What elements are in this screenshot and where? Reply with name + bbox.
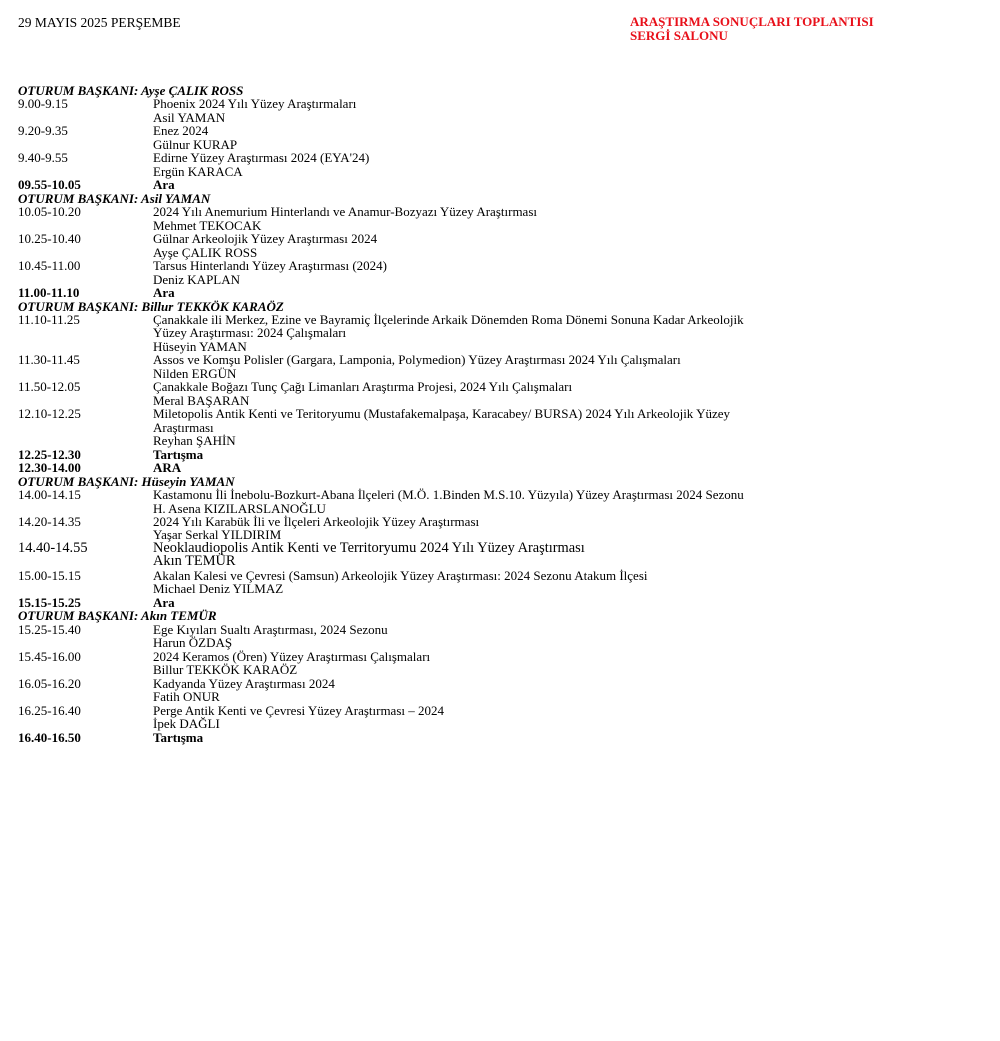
talk-title: Ege Kıyıları Sualtı Araştırması, 2024 Sezonu [153,621,388,637]
talk-detail: Deniz KAPLAN [153,271,241,287]
talk-detail: Michael Deniz YILMAZ [153,581,284,597]
talk-row [18,151,958,164]
time-slot: 15.45-16.00 [18,648,81,664]
talk-row [18,569,958,582]
break-label: ARA [153,460,182,476]
talk-title: Akalan Kalesi ve Çevresi (Samsun) Arkeolojik Yüzey Araştırması: 2024 Sezonu Atakum İlçesi [153,567,648,583]
talk-continuation-row [18,326,958,339]
talk-detail: İpek DAĞLI [153,716,220,732]
time-slot: 12.25-12.30 [18,446,81,462]
session-chair-heading: OTURUM BAŞKANI: Billur TEKKÖK KARAÖZ [18,298,284,314]
talk-detail: H. Asena KIZILARSLANOĞLU [153,500,326,516]
time-slot: 16.40-16.50 [18,729,81,745]
talk-row [18,232,958,245]
break-label: Ara [153,285,175,301]
break-row [18,461,958,474]
break-label: Ara [153,594,175,610]
time-slot: 10.25-10.40 [18,231,81,247]
talk-continuation-row [18,636,958,649]
meeting-title: ARAŞTIRMA SONUÇLARI TOPLANTISI [630,14,874,29]
time-slot: 11.00-11.10 [18,285,80,301]
talk-row [18,259,958,272]
talk-row [18,488,958,501]
talk-title: Gülnar Arkeolojik Yüzey Araştırması 2024 [153,231,378,247]
talk-detail: Fatih ONUR [153,689,220,705]
talk-continuation-row [18,219,958,232]
talk-continuation-row [18,394,958,407]
talk-continuation-row [18,502,958,515]
session-chair-heading: OTURUM BAŞKANI: Akın TEMÜR [18,608,217,624]
talk-detail: Gülnur KURAP [153,136,238,152]
time-slot: 12.30-14.00 [18,460,81,476]
time-slot: 12.10-12.25 [18,406,81,422]
time-slot: 14.40-14.55 [18,539,88,556]
talk-title: Tarsus Hinterlandı Yüzey Araştırması (2024) [153,258,387,274]
break-row [18,178,958,191]
talk-detail: Mehmet TEKOCAK [153,217,262,233]
talk-continuation-row [18,111,958,124]
page-header [18,15,970,55]
time-slot: 15.00-15.15 [18,567,81,583]
talk-continuation-row [18,582,958,595]
talk-row [18,650,958,663]
talk-title: Enez 2024 [153,123,209,139]
talk-continuation-row [18,246,958,259]
talk-continuation-row [18,138,958,151]
talk-title: 2024 Keramos (Ören) Yüzey Araştırması Çalışmaları [153,648,431,664]
talk-detail: Hüseyin YAMAN [153,338,247,354]
talk-row [18,353,958,366]
talk-title: Kastamonu İli İnebolu-Bozkurt-Abana İlçeleri (M.Ö. 1.Binden M.S.10. Yüzyıla) Yüzey Araştırması 2024 Sezonu [153,487,744,503]
talk-detail: Nilden ERGÜN [153,365,237,381]
talk-row [18,623,958,636]
talk-row [18,704,958,717]
break-label: Ara [153,177,175,193]
schedule [18,84,958,744]
venue-name: SERGİ SALONU [630,28,728,43]
talk-continuation-row [18,434,958,447]
talk-row [18,515,958,528]
time-slot: 11.30-11.45 [18,352,80,368]
session-chair-heading: OTURUM BAŞKANI: Hüseyin YAMAN [18,473,235,489]
talk-continuation-row [18,367,958,380]
talk-title: 2024 Yılı Anemurium Hinterlandı ve Anamur-Bozyazı Yüzey Araştırması [153,204,537,220]
time-slot: 11.10-11.25 [18,311,80,327]
break-row [18,448,958,461]
talk-title: Edirne Yüzey Araştırması 2024 (EYA'24) [153,150,370,166]
time-slot: 15.25-15.40 [18,621,81,637]
talk-detail: Meral BAŞARAN [153,392,250,408]
break-row [18,596,958,609]
talk-detail: Harun ÖZDAŞ [153,635,233,651]
date-heading: 29 MAYIS 2025 PERŞEMBE [18,15,181,30]
venue-heading [630,15,874,43]
time-slot: 09.55-10.05 [18,177,81,193]
talk-continuation-row [18,340,958,353]
time-slot: 11.50-12.05 [18,379,81,395]
talk-continuation-row [18,717,958,730]
talk-row [18,205,958,218]
talk-detail: Ayşe ÇALIK ROSS [153,244,258,260]
time-slot: 9.00-9.15 [18,96,68,112]
time-slot: 16.05-16.20 [18,675,81,691]
talk-continuation-row [18,421,958,434]
break-row [18,731,958,744]
time-slot: 9.20-9.35 [18,123,68,139]
break-row [18,286,958,299]
session-chair-heading: OTURUM BAŞKANI: Ayşe ÇALIK ROSS [18,83,244,98]
talk-row [18,677,958,690]
talk-continuation-row [18,663,958,676]
talk-title: Çanakkale ili Merkez, Ezine ve Bayramiç İlçelerinde Arkaik Dönemden Roma Dönemi Sonuna Kadar Arkeolojik [153,311,744,327]
time-slot: 15.15-15.25 [18,594,81,610]
talk-detail: Araştırması [153,419,214,435]
talk-title: Çanakkale Boğazı Tunç Çağı Limanları Araştırma Projesi, 2024 Yılı Çalışmaları [153,379,573,395]
break-label: Tartışma [153,729,204,745]
time-slot: 10.05-10.20 [18,204,81,220]
talk-title: Assos ve Komşu Polisler (Gargara, Lamponia, Polymedion) Yüzey Araştırması 2024 Yılı Çalışmaları [153,352,681,368]
talk-continuation-row [18,690,958,703]
talk-title: Miletopolis Antik Kenti ve Teritoryumu (Mustafakemalpaşa, Karacabey/ BURSA) 2024 Yılı Arkeolojik Yüzey [153,406,730,422]
talk-detail: Ergün KARACA [153,163,243,179]
talk-row [18,407,958,420]
talk-title: Neoklaudiopolis Antik Kenti ve Territoryumu 2024 Yılı Yüzey Araştırması [153,539,585,556]
break-label: Tartışma [153,446,204,462]
talk-title: Kadyanda Yüzey Araştırması 2024 [153,675,335,691]
talk-detail: Asil YAMAN [153,109,226,125]
talk-continuation-row [18,555,958,568]
session-chair-heading: OTURUM BAŞKANI: Asil YAMAN [18,190,211,206]
talk-detail: Akın TEMÜR [153,553,236,570]
talk-row [18,313,958,326]
time-slot: 9.40-9.55 [18,150,68,166]
talk-row [18,380,958,393]
talk-continuation-row [18,273,958,286]
talk-detail: Reyhan ŞAHİN [153,433,236,449]
talk-detail: Billur TEKKÖK KARAÖZ [153,662,298,678]
talk-title: Perge Antik Kenti ve Çevresi Yüzey Araştırması – 2024 [153,702,445,718]
talk-row [18,97,958,110]
talk-detail: Yaşar Serkal YILDIRIM [153,527,282,543]
time-slot: 14.00-14.15 [18,487,81,503]
talk-row [18,124,958,137]
talk-continuation-row [18,165,958,178]
talk-detail: Yüzey Araştırması: 2024 Çalışmaları [153,325,347,341]
time-slot: 14.20-14.35 [18,514,81,529]
talk-title: Phoenix 2024 Yılı Yüzey Araştırmaları [153,96,357,112]
talk-title: 2024 Yılı Karabük İli ve İlçeleri Arkeolojik Yüzey Araştırması [153,514,480,529]
time-slot: 10.45-11.00 [18,258,81,274]
time-slot: 16.25-16.40 [18,702,81,718]
